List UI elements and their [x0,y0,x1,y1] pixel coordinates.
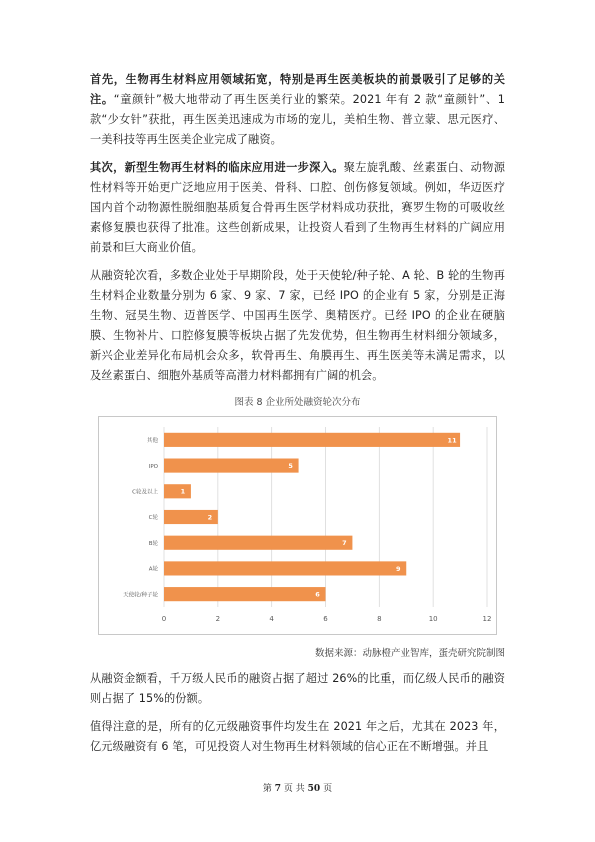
category-label: C轮及以上 [132,489,158,496]
bar [164,561,406,575]
x-tick-label: 10 [428,615,438,623]
data-label: 6 [315,590,320,599]
paragraph-2-body: 聚左旋乳酸、丝素蛋白、动物源性材料等开始更广泛地应用于医美、骨科、口腔、创伤修复领域。例如，华迈医疗国内首个动物源性脱细胞基质复合骨再生医学材料成功获批，赛罗生物的可吸收丝素修复膜也获得了批准。这些创新成果，让投资人看到了生物再生材料的广阔应用前景和巨大商业价值。 [90,161,506,254]
category-label: 天使轮/种子轮 [123,592,158,599]
data-label: 9 [395,564,401,573]
paragraph-4: 从融资金额看，千万级人民币的融资占据了超过 26%的比重，而亿级人民币的融资则占据了 15%的份额。 [90,672,505,705]
data-label: 1 [180,487,186,496]
bar [164,536,352,550]
x-tick-label: 4 [269,615,274,623]
x-tick-label: 12 [482,615,492,623]
funding-round-chart [98,416,497,635]
x-tick-label: 6 [323,615,328,623]
bar [164,484,191,498]
x-tick-label: 8 [377,615,382,623]
data-label: 2 [207,513,213,522]
paragraph-3: 从融资轮次看，多数企业处于早期阶段，处于天使轮/种子轮、A 轮、B 轮的生物再生材料企业数量分别为 6 家、9 家、7 家，已经 IPO 的企业有 5 家，分别是正海生物、冠昊生物、迈普医学、中国再生医学、奥精医疗。已经 IPO 的企业在硬脑膜、生物补片、口腔修复膜等板块占据了先发优势，但生物再生材料细分领域多，新兴企业差异化布局机会众多，软骨再生、角膜再生、再生医美等未满足需求，以及丝素蛋白、细胞外基质等高潜力材料都拥有广阔的机会。 [90,269,505,382]
data-label: 7 [342,539,347,548]
bar [164,433,460,447]
x-tick-label: 0 [161,615,167,623]
paragraph-1-body: “童颜针”极大地带动了再生医美行业的繁荣。2021 年有 2 款“童颜针”、1 款“少女针”获批，再生医美迅速成为市场的宠儿，美柏生物、普立蒙、思元医疗、一美科技等再生医美企业完成了融资。 [90,93,505,146]
category-label: A轮 [148,566,158,573]
x-tick-label: 2 [215,615,221,623]
data-label: 11 [447,436,457,445]
category-label: IPO [148,463,158,470]
bar [164,587,326,601]
figure-caption: 图表 8 企业所处融资轮次分布 [234,397,361,408]
category-label: 其他 [146,438,158,445]
bar [164,459,299,473]
paragraph-1 [90,70,505,150]
footer-total-pages: 50 [307,784,321,794]
data-label: 5 [288,461,293,470]
paragraph-2 [90,158,505,258]
category-label: B轮 [148,540,158,547]
footer-mid: 页 共 [283,784,305,794]
data-source: 数据来源：动脉橙产业智库，蛋壳研究院制图 [314,648,505,659]
page-footer [0,781,595,794]
footer-prefix: 第 [262,784,272,794]
document-page [90,70,505,765]
category-label: C轮 [148,515,158,522]
paragraph-1-lead: 首先，生物再生材料应用领域拓宽，特别是再生医美板块的前景吸引了足够的关注。 [90,73,505,106]
footer-suffix: 页 [323,784,333,794]
footer-page-number: 7 [274,784,282,794]
chart-svg [99,417,496,634]
paragraph-5: 值得注意的是，所有的亿元级融资事件均发生在 2021 年之后，尤其在 2023 年，亿元级融资有 6 笔，可见投资人对生物再生材料领域的信心正在不断增强。并且 [90,720,505,753]
paragraph-2-lead: 其次，新型生物再生材料的临床应用进一步深入。 [90,161,344,174]
